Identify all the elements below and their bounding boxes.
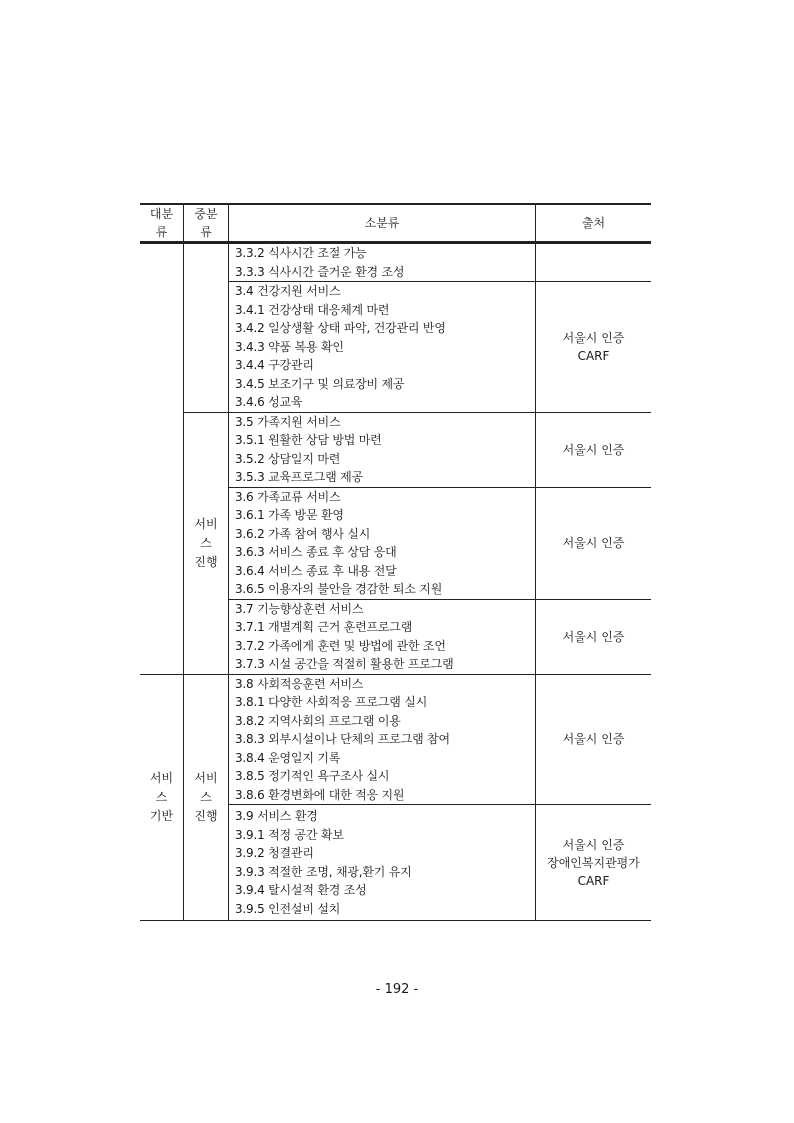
- source-text: 서울시 인증: [562, 837, 625, 852]
- mid-label-line: 서비: [194, 516, 218, 531]
- major-label-line: 서비: [149, 770, 174, 785]
- header-source: 출처: [536, 204, 652, 243]
- table-header-row: [140, 204, 651, 243]
- list-item: 3.6.1 가족 방문 환영: [235, 508, 344, 522]
- list-item: 3.8.5 정기적인 욕구조사 실시: [235, 769, 390, 783]
- mid-label-line: 스: [200, 789, 212, 804]
- header-major-line-2: 류: [155, 225, 168, 239]
- list-item: 3.5.3 교육프로그램 제공: [235, 470, 363, 484]
- major-label-line: 기반: [149, 808, 174, 823]
- mid-category-empty: [184, 243, 229, 413]
- source-text: 서울시 인증: [562, 330, 625, 345]
- list-item: 3.9.2 청결관리: [235, 846, 314, 860]
- list-item: 3.8.6 환경변화에 대한 적응 지원: [235, 787, 405, 802]
- source-text: CARF: [577, 873, 610, 888]
- list-item: 3.7 기능향상훈련 서비스: [235, 601, 364, 616]
- list-item: 3.7.1 개별계획 근거 훈련프로그램: [235, 620, 413, 634]
- list-item: 3.6.3 서비스 종료 후 상담 응대: [235, 545, 397, 559]
- mid-label-line: 서비: [194, 770, 218, 785]
- source-cell: [536, 243, 652, 282]
- list-item: 3.4.2 일상생활 상태 파악, 건강관리 반영: [235, 321, 446, 335]
- sub-category-cell: [229, 243, 536, 282]
- header-major-line-1: 대분: [149, 207, 174, 221]
- list-item: 3.6.2 가족 참여 행사 실시: [235, 526, 371, 541]
- list-item: 3.8.4 운영일지 기록: [235, 750, 341, 765]
- mid-category-service-progress: [184, 674, 229, 921]
- list-item: 3.6 가족교류 서비스: [235, 489, 341, 504]
- sub-category-cell: [229, 599, 536, 674]
- table-row: [140, 412, 651, 487]
- list-item: 3.4.3 약품 복용 확인: [235, 339, 344, 354]
- sub-category-cell: [229, 412, 536, 487]
- list-item: 3.5 가족지원 서비스: [235, 414, 341, 429]
- mid-label-line: 스: [200, 535, 212, 550]
- list-item: 3.8.2 지역사회의 프로그램 이용: [235, 713, 401, 728]
- list-item: 3.9.3 적절한 조명, 채광,환기 유지: [235, 864, 412, 879]
- sub-category-cell: [229, 282, 536, 413]
- list-item: 3.4.6 성교육: [235, 395, 303, 409]
- major-label-line: 스: [155, 789, 168, 804]
- list-item: 3.9.1 적정 공간 확보: [235, 827, 344, 842]
- header-mid-category: [184, 204, 229, 243]
- list-item: 3.7.2 가족에게 훈련 및 방법에 관한 조언: [235, 638, 446, 653]
- list-item: 3.4.1 건강상태 대응체계 마련: [235, 302, 390, 317]
- source-cell: [536, 412, 652, 487]
- source-text: 서울시 인증: [562, 536, 625, 550]
- mid-label-line: 진행: [194, 554, 218, 569]
- major-category-empty: [140, 243, 184, 675]
- list-item: 3.6.4 서비스 종료 후 내용 전달: [235, 563, 397, 578]
- list-item: 3.5.1 원활한 상담 방법 마련: [235, 433, 382, 447]
- list-item: 3.8 사회적응훈련 서비스: [235, 676, 364, 691]
- source-cell: [536, 282, 652, 413]
- source-text: 서울시 인증: [562, 732, 625, 747]
- source-text: 서울시 인증: [562, 629, 625, 644]
- list-item: 3.4.5 보조기구 및 의료장비 제공: [235, 376, 405, 391]
- list-item: 3.3.3 식사시간 즐거운 환경 조성: [235, 264, 405, 279]
- source-cell: [536, 487, 652, 599]
- source-cell: [536, 674, 652, 805]
- list-item: 3.9.4 탈시설적 환경 조성: [235, 883, 367, 897]
- source-text: CARF: [577, 348, 610, 363]
- list-item: 3.4 건강지원 서비스: [235, 284, 341, 298]
- header-major-category: [140, 204, 184, 243]
- list-item: 3.3.2 식사시간 조절 가능: [235, 246, 367, 260]
- list-item: 3.4.4 구강관리: [235, 358, 314, 372]
- table-row: [140, 674, 651, 805]
- list-item: 3.6.5 이용자의 불안을 경감한 퇴소 지원: [235, 582, 443, 596]
- page-number: - 192 -: [375, 982, 419, 997]
- major-category-service-base: [140, 674, 184, 921]
- source-cell: [536, 599, 652, 674]
- list-item: 3.7.3 시설 공간을 적절히 활용한 프로그램: [235, 657, 454, 671]
- list-item: 3.8.3 외부시설이나 단체의 프로그램 참여: [235, 732, 450, 746]
- list-item: 3.9.5 인전설비 설치: [235, 901, 341, 916]
- list-item: 3.8.1 다양한 사회적응 프로그램 실시: [235, 695, 428, 709]
- mid-label-line: 진행: [194, 808, 218, 823]
- header-mid-line-2: 류: [200, 225, 212, 239]
- classification-table: [140, 203, 651, 921]
- sub-category-cell: [229, 487, 536, 599]
- header-sub-category: 소분류: [229, 204, 536, 243]
- mid-category-service-progress: [184, 412, 229, 674]
- sub-category-cell: [229, 805, 536, 921]
- source-text: 장애인복지관평가: [547, 855, 640, 870]
- source-cell: [536, 805, 652, 921]
- table-row: [140, 243, 651, 282]
- sub-category-cell: [229, 674, 536, 805]
- list-item: 3.5.2 상담일지 마련: [235, 451, 341, 466]
- source-text: 서울시 인증: [562, 442, 625, 457]
- header-mid-line-1: 중분: [194, 207, 218, 221]
- list-item: 3.9 서비스 환경: [235, 809, 318, 823]
